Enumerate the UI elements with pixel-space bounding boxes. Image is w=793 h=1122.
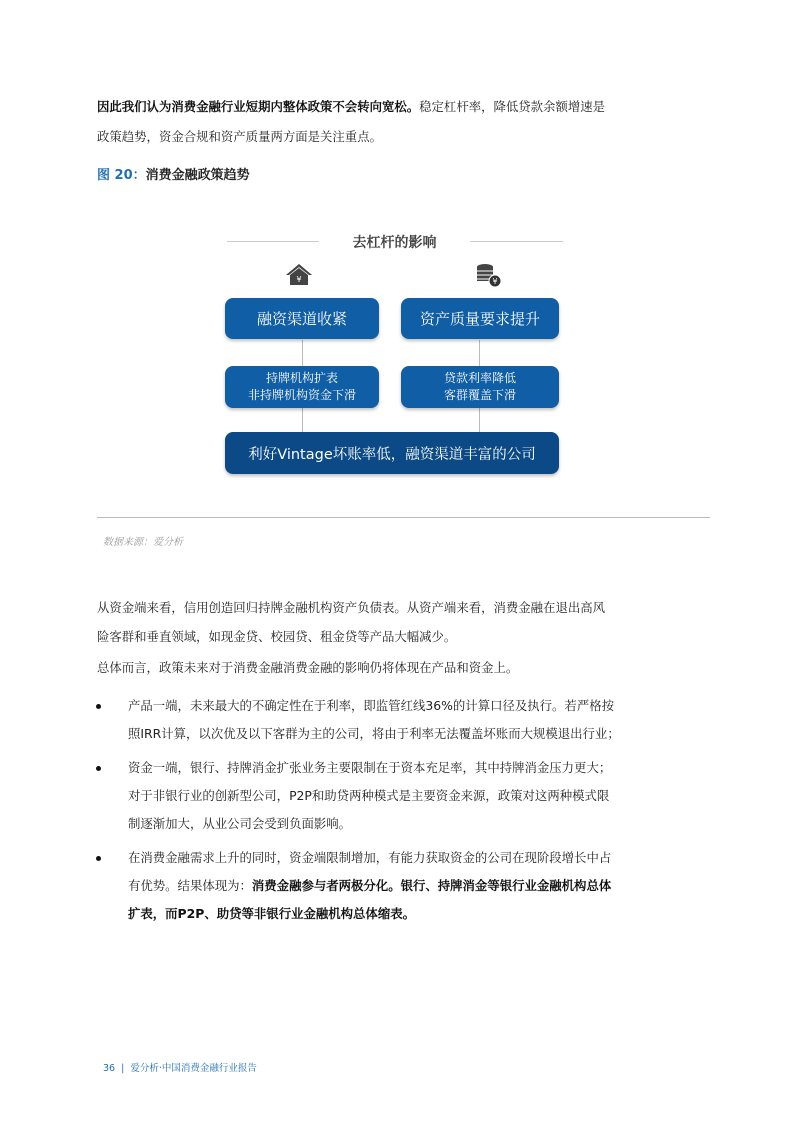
svg-text:¥: ¥ [296,275,302,284]
figure-source: 数据来源：爱分析 [103,537,183,548]
coins-icon [474,262,502,288]
bullet3-plain: 有优势。结果体现为： [128,878,252,893]
heading-rule-left [227,241,319,242]
bullet2-line-3: 制逐渐加大，从业公司会受到负面影响。 [128,816,352,831]
bullet-dot [96,704,101,709]
bullet3-line-2 [128,878,611,894]
figure-divider [97,517,710,518]
intro-bold: 因此我们认为消费金融行业短期内整体政策不会转向宽松。 [97,99,420,114]
para2: 总体而言，政策未来对于消费金融消费金融的影响仍将体现在产品和资金上。 [97,660,519,675]
house-money-icon [284,262,314,286]
bullet2-line-2: 对于非银行业的创新型公司，P2P和助贷两种模式是主要资金来源，政策对这两种模式限 [128,788,610,803]
para1-line-1: 从资金端来看，信用创造回归持牌金融机构资产负债表。从资产端来看，消费金融在退出高风 [97,600,606,615]
bullet-dot [96,856,101,861]
bullet1-line-2: 照IRR计算，以次优及以下客群为主的公司，将由于利率无法覆盖坏账而大规模退出行业； [128,726,620,741]
heading-rule-right [470,241,563,242]
footer-separator: | [121,1063,125,1074]
report-title: 爱分析·中国消费金融行业报告 [130,1063,257,1074]
bullet3-line-1: 在消费金融需求上升的同时，资金端限制增加，有能力获取资金的公司在现阶段增长中占 [128,850,612,865]
left-effect-1: 持牌机构扩表 [265,371,338,385]
intro-line-2: 政策趋势，资金合规和资产质量两方面是关注重点。 [97,129,382,144]
figure-title [97,164,250,183]
bullet1-line-1: 产品一端，未来最大的不确定性在于利率，即监管红线36%的计算口径及执行。若严格按 [128,698,614,713]
diagram-heading: 去杠杆的影响 [352,235,437,251]
para1-line-2: 险客群和垂直领域，如现金贷、校园贷、租金贷等产品大幅减少。 [97,629,457,644]
right-effect-1: 贷款利率降低 [443,371,516,385]
box-right-effects [401,366,559,408]
page-footer [103,1060,257,1074]
figure-number: 图 20： [97,168,146,183]
figure-caption: 消费金融政策趋势 [145,168,250,183]
svg-text:¥: ¥ [492,277,498,286]
left-effect-2: 非持牌机构资金下滑 [247,388,356,402]
box-left-effects [225,366,379,408]
intro-line-1 [97,99,605,115]
box-asset-quality: 资产质量要求提升 [401,298,559,339]
bullet3-line-3: 扩表，而P2P、助贷等非银行业金融机构总体缩表。 [128,906,415,921]
bullet3-bold: 消费金融参与者两极分化。银行、持牌消金等银行业金融机构总体 [251,878,612,893]
box-financing-tighten: 融资渠道收紧 [225,298,379,339]
right-effect-2: 客群覆盖下滑 [443,388,516,402]
intro-rest: 稳定杠杆率，降低贷款余额增速是 [419,99,606,114]
bullet2-line-1: 资金一端，银行、持牌消金扩张业务主要限制在于资本充足率，其中持牌消金压力更大； [128,760,612,775]
bullet-dot [96,766,101,771]
page-number: 36 [103,1063,116,1074]
box-conclusion: 利好Vintage坏账率低，融资渠道丰富的公司 [225,432,559,474]
